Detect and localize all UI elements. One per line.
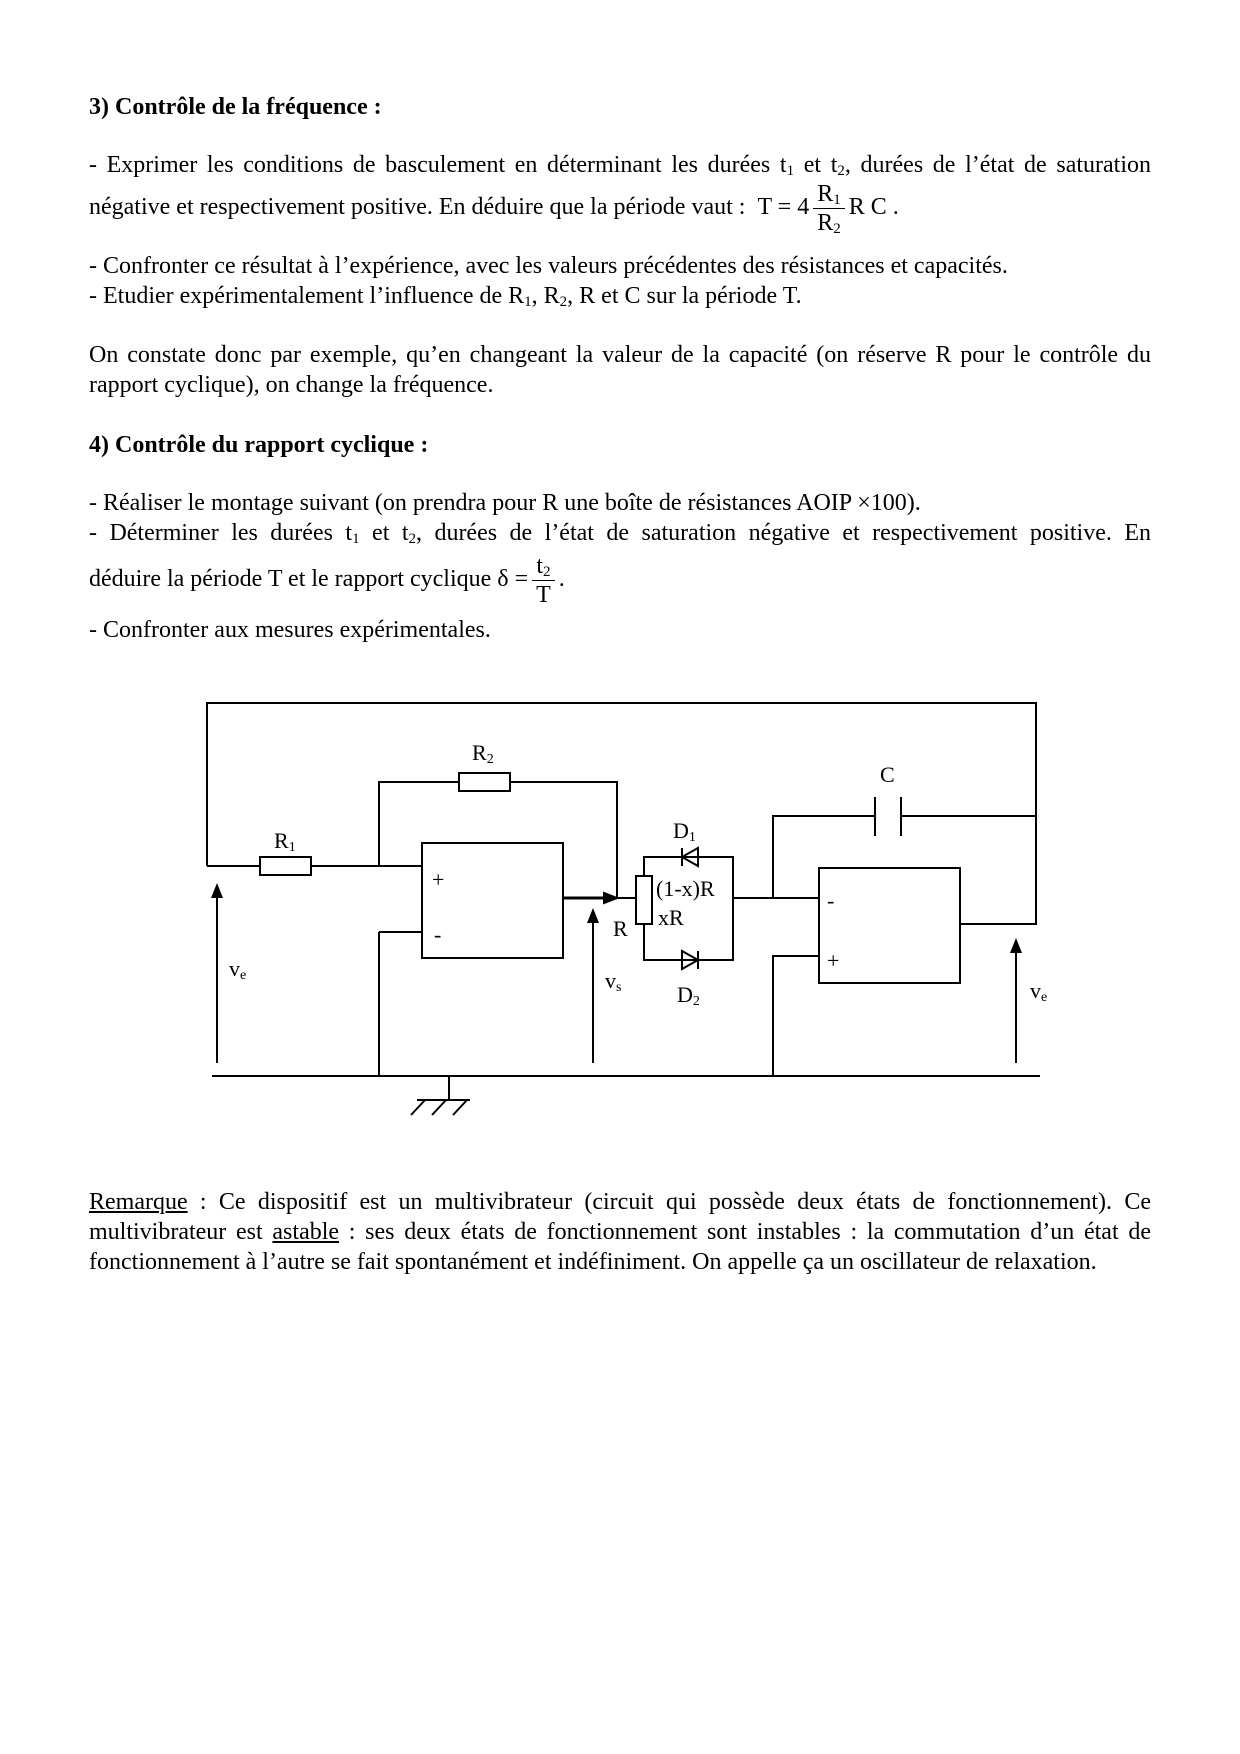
resistor-r2 (459, 773, 510, 791)
section4-p1: - Réaliser le montage suivant (on prendra pour R une boîte de résistances AOIP ×100). (89, 490, 921, 516)
label-ve-left: ve (229, 956, 247, 983)
section3-title: 3) Contrôle de la fréquence : (89, 94, 382, 120)
ve-right-arrow (1010, 938, 1022, 953)
section3-p4: On constate donc par exemple, qu’en changeant la valeur de la capacité (on réserve R pour le contrôle du rapport cyclique), on change la fréquence. (89, 342, 1151, 398)
label-vs: vs (605, 968, 622, 995)
opamp2-minus: - (827, 888, 835, 913)
section3-p2: - Confronter ce résultat à l’expérience, avec les valeurs précédentes des résistances et capacités. (89, 253, 1008, 279)
label-r1: R1 (274, 828, 296, 855)
label-pot-r: R (613, 916, 628, 941)
opamp-1 (422, 843, 563, 958)
duty-cycle-fraction: $\frac{t_2}{T}$ (532, 552, 555, 609)
astable-term: astable (272, 1219, 340, 1245)
label-pot-bottom: xR (658, 905, 684, 930)
label-pot-top: (1-x)R (656, 876, 715, 901)
section4-p2-line1: - Déterminer les durées $t_1$ et $t_2$, durées de l’état de saturation négative et respectivement positive. En (89, 520, 1151, 547)
remark-label: Remarque (89, 1189, 188, 1215)
section4-title: 4) Contrôle du rapport cyclique : (89, 432, 429, 458)
opamp1-plus: + (432, 867, 445, 892)
potentiometer-r (636, 876, 652, 924)
label-c: C (880, 762, 895, 787)
label-d2: D2 (677, 982, 700, 1009)
remark: Remarque : Ce dispositif est un multivibrateur (circuit qui possède deux états de fonctionnement). Ce multivibrateur est astable : ses deux états de fonctionnement sont instables : la commutation d’un état de fonctionnement à l’autre se fait spontanément et indéfiniment. On appelle ça un oscillateur de relaxation. (89, 1189, 1151, 1275)
period-formula: T = 4 $\frac{R_1}{R_2}$ R C . (757, 181, 899, 237)
section3-p1-line1: - Exprimer les conditions de basculement en déterminant les durées $t_1$ et $t_2$, durées de l’état de saturation (89, 152, 1151, 179)
vs-arrow (587, 908, 599, 923)
opamp-2 (819, 868, 960, 983)
label-r2: R2 (472, 740, 494, 767)
label-d1: D1 (673, 818, 696, 845)
section3-p3: - Etudier expérimentalement l’influence de $R_1$, $R_2$, R et C sur la période T. (89, 283, 802, 310)
label-ve-right: ve (1030, 978, 1048, 1005)
ve-left-arrow (211, 883, 223, 898)
opamp2-plus: + (827, 948, 840, 973)
section3-p1-line2: négative et respectivement positive. En déduire que la période vaut : T = 4 $\frac{R_1}{R_2}$ R C . (89, 181, 899, 237)
section4-p3: - Confronter aux mesures expérimentales. (89, 617, 491, 643)
section4-p2-line2: déduire la période T et le rapport cyclique δ = $\frac{t_2}{T}$ . (89, 553, 565, 608)
resistor-r1 (260, 857, 311, 875)
opamp1-minus: - (434, 922, 442, 947)
